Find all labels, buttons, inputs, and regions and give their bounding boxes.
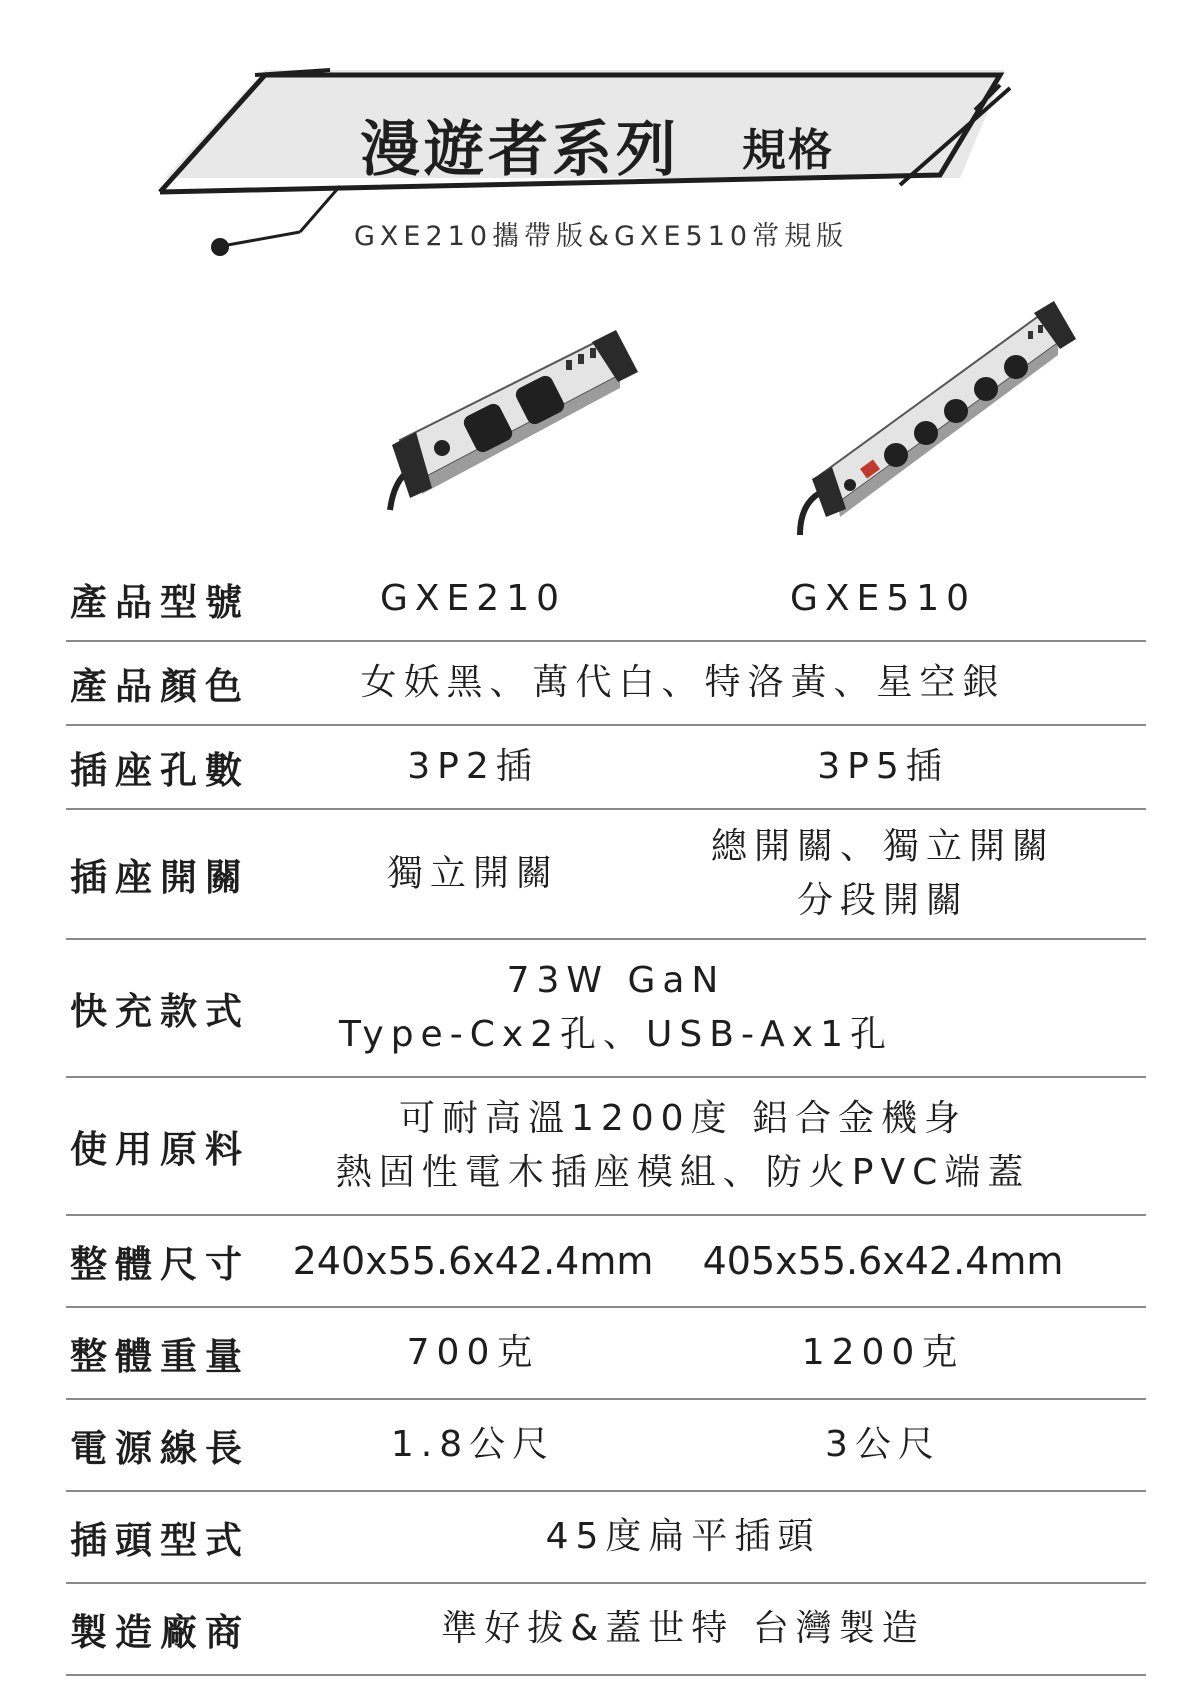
shared-value: 女妖黑、萬代白、特洛黃、星空銀	[360, 662, 1006, 703]
product-image-gxe210	[380, 320, 640, 520]
spec-row-size	[66, 1216, 1146, 1308]
shared-value	[339, 954, 893, 1062]
gxe510-value: 3P5插	[817, 746, 949, 787]
page-title-suffix: 規格	[742, 125, 834, 176]
gxe510-value	[711, 820, 1055, 928]
spec-row-weight	[66, 1308, 1146, 1400]
shared-value: 準好拔&蓋世特 台灣製造	[441, 1608, 925, 1649]
spec-row-switch	[66, 810, 1146, 940]
spec-row-maker	[66, 1584, 1146, 1676]
gxe510-value: 3公尺	[825, 1424, 941, 1465]
spec-row-cord	[66, 1400, 1146, 1492]
gxe210-value: GXE210	[379, 578, 567, 619]
value-line: 73W GaN	[506, 960, 726, 1001]
row-label: 產品顏色	[70, 665, 250, 708]
bullet-dot	[211, 238, 229, 256]
gxe210-value: 700克	[406, 1332, 540, 1373]
value-line: 分段開關	[796, 880, 970, 921]
gxe510-value: GXE510	[789, 578, 977, 619]
row-label: 使用原料	[70, 1128, 250, 1171]
gxe510-value: 405x55.6x42.4mm	[702, 1239, 1064, 1283]
row-label: 電源線長	[70, 1427, 250, 1470]
value-line: 熱固性電木插座模組、防火PVC端蓋	[335, 1152, 1031, 1193]
spec-row-charging	[66, 940, 1146, 1078]
spec-row-color	[66, 642, 1146, 726]
product-image-gxe510	[790, 295, 1080, 545]
row-label: 整體重量	[70, 1335, 250, 1378]
row-label: 插座孔數	[70, 749, 250, 792]
value-line: 總開關、獨立開關	[710, 826, 1056, 867]
row-label: 插頭型式	[70, 1519, 250, 1562]
value-line: 可耐高溫1200度 鋁合金機身	[398, 1098, 968, 1139]
shared-value: 45度扁平插頭	[545, 1516, 821, 1557]
gxe210-value: 3P2插	[407, 746, 539, 787]
gxe210-value: 1.8公尺	[390, 1424, 556, 1465]
page-subtitle: GXE210攜帶版&GXE510常規版	[354, 221, 849, 252]
spec-table	[66, 558, 1146, 1676]
gxe210-value: 獨立開關	[386, 853, 560, 894]
gxe210-value: 240x55.6x42.4mm	[292, 1239, 654, 1283]
row-label: 產品型號	[70, 581, 250, 624]
spec-row-plug	[66, 1492, 1146, 1584]
page-title: 漫遊者系列	[360, 115, 680, 185]
row-label: 製造廠商	[70, 1611, 250, 1654]
spec-row-material	[66, 1078, 1146, 1216]
row-label: 快充款式	[70, 990, 250, 1033]
gxe510-value: 1200克	[801, 1332, 965, 1373]
shared-value	[336, 1092, 1030, 1200]
value-line: Type-Cx2孔、USB-Ax1孔	[339, 1014, 893, 1055]
row-label: 整體尺寸	[70, 1243, 250, 1286]
spec-row-model	[66, 558, 1146, 642]
row-label: 插座開關	[70, 856, 250, 899]
spec-row-outlets	[66, 726, 1146, 810]
